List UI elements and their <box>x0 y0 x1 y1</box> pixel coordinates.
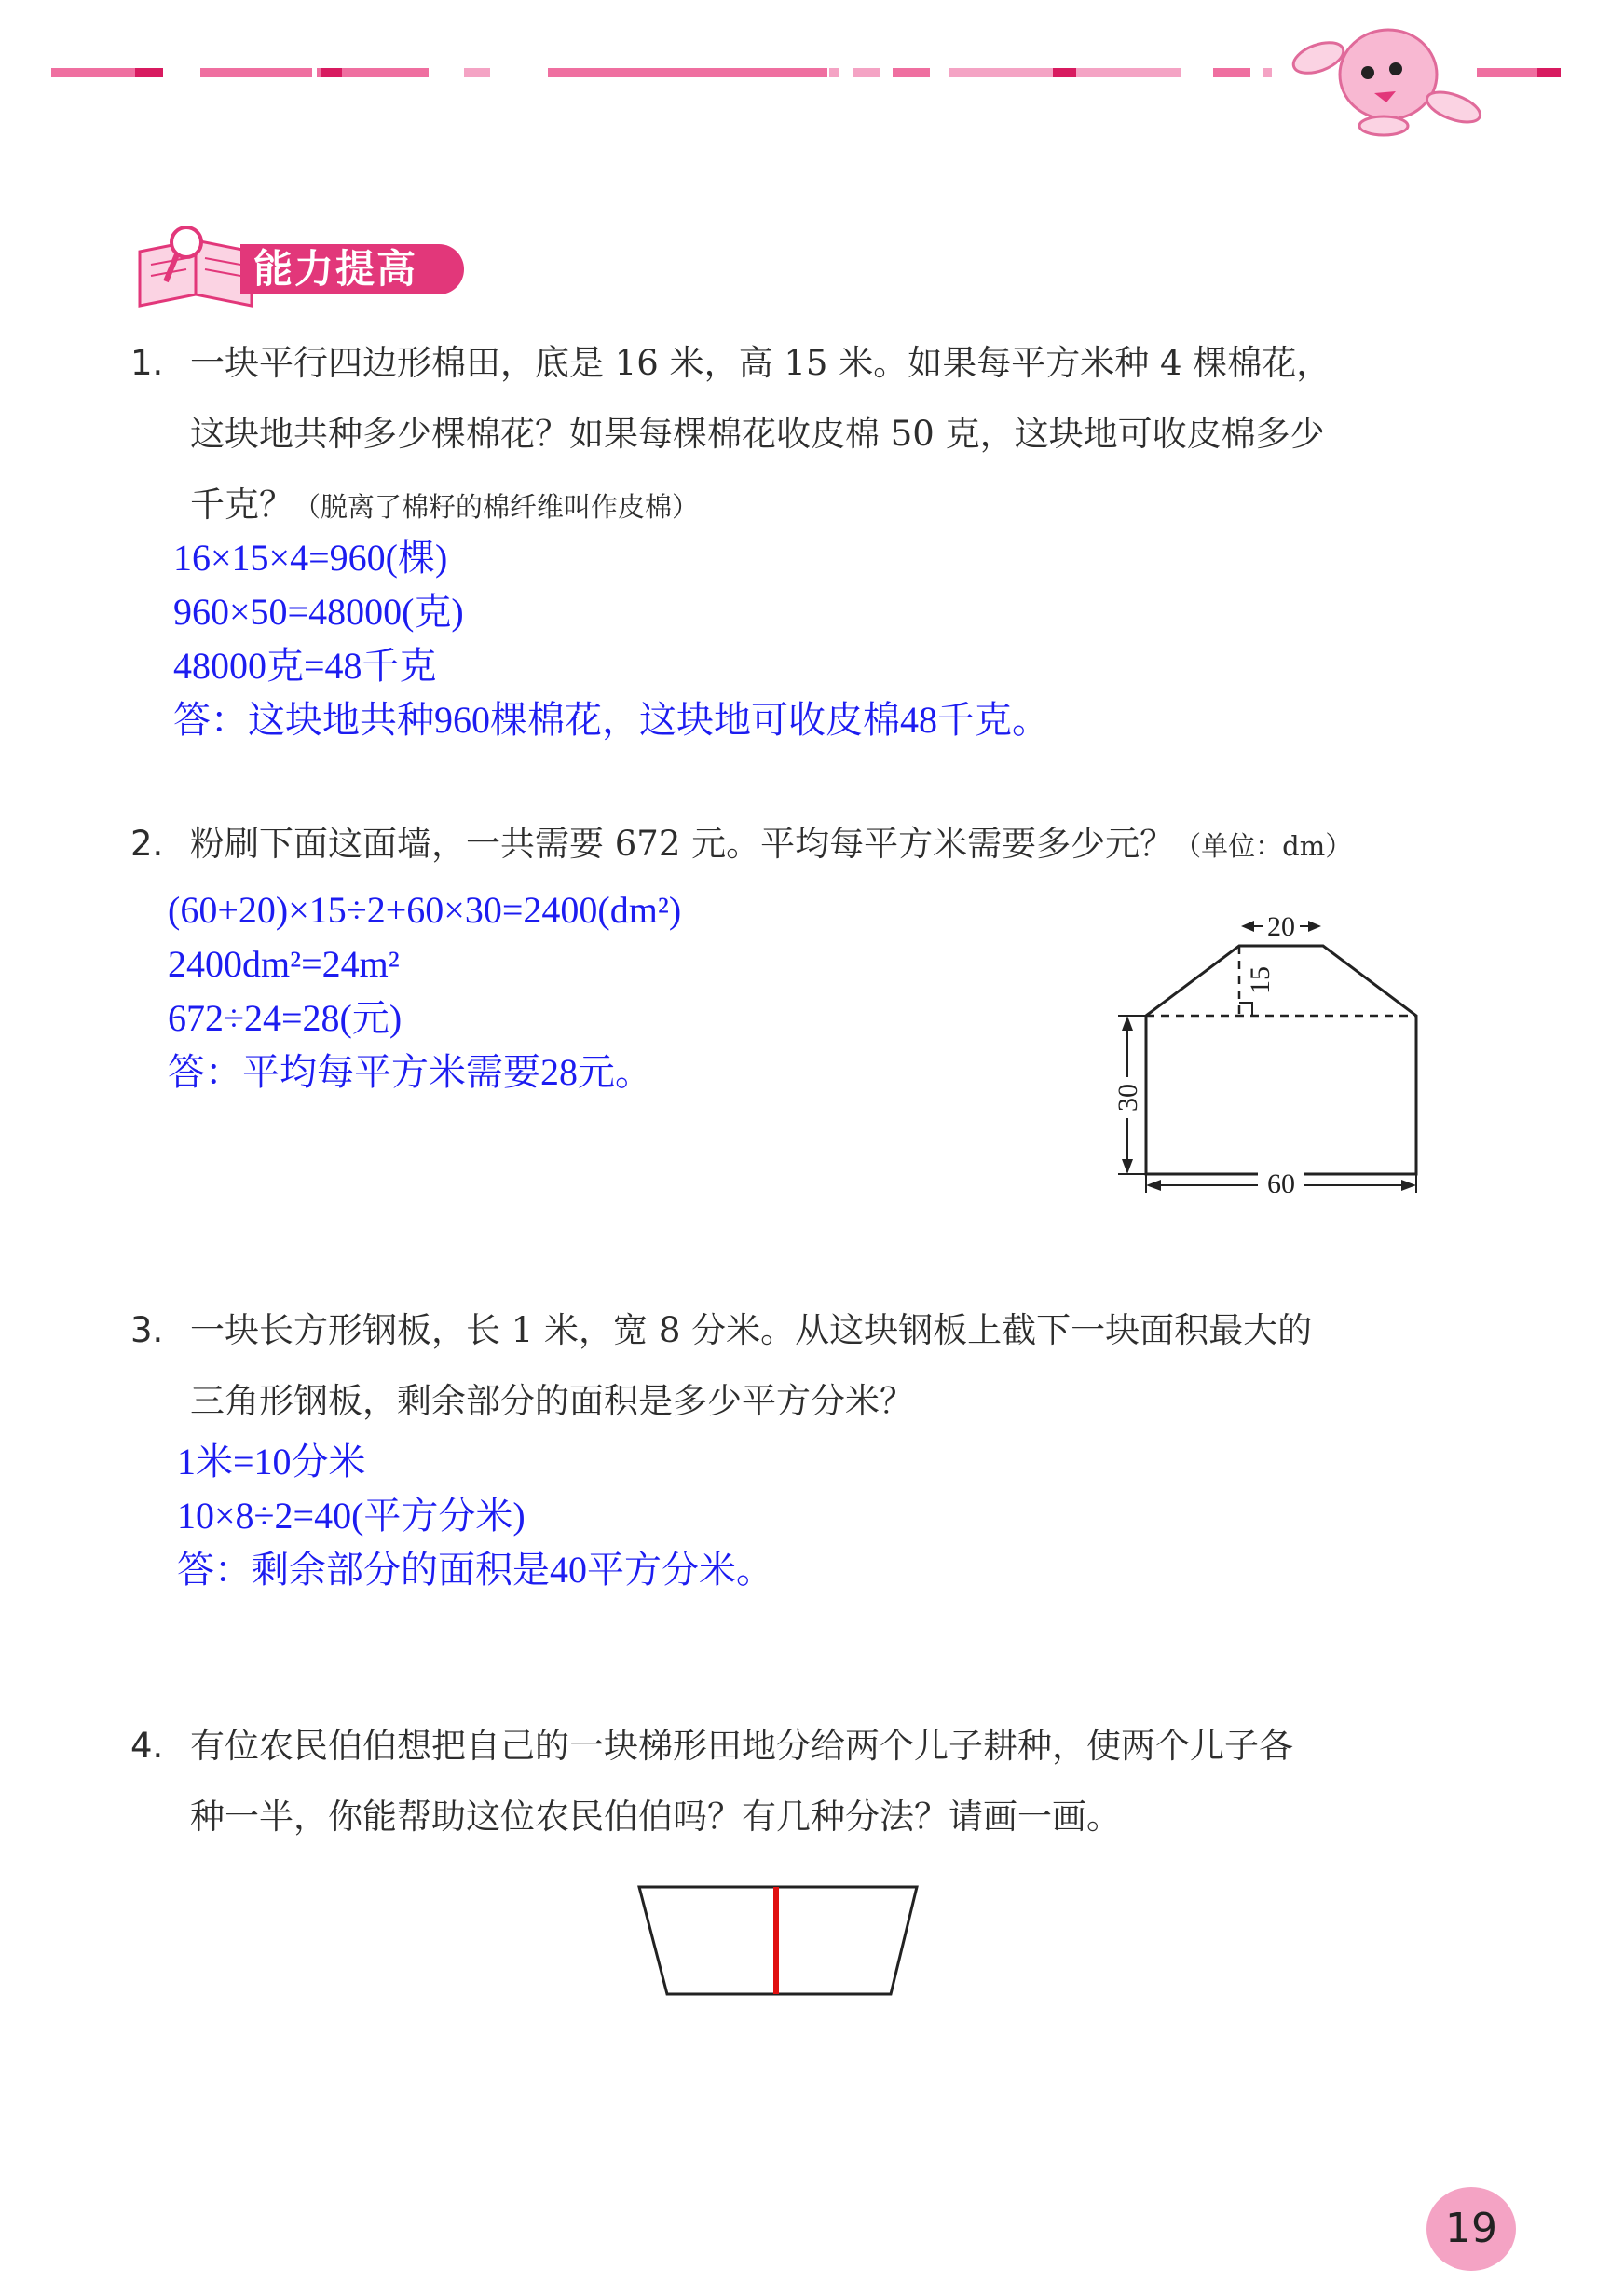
question-note: （脱离了棉籽的棉纤维叫作皮棉） <box>293 491 700 523</box>
question-number: 4. <box>130 1726 164 1766</box>
question-text: 这块地共种多少棵棉花？如果每棵棉花收皮棉 50 克，这块地可收皮棉多少 <box>190 414 1325 454</box>
question-text: 有位农民伯伯想把自己的一块梯形田地分给两个儿子耕种，使两个儿子各 <box>190 1726 1293 1766</box>
answer-line: 16×15×4=960(棵) <box>173 537 448 579</box>
wall-figure <box>1090 895 1444 1193</box>
answer-1 <box>173 531 1049 747</box>
answer-line: 48000克=48千克 <box>173 645 437 687</box>
question-number: 1. <box>130 343 164 383</box>
answer-line: 答：这块地共种960棵棉花，这块地可收皮棉48千克。 <box>173 699 1049 741</box>
dimension-label-side: 30 <box>1112 1084 1143 1112</box>
wall-outline <box>1146 946 1416 1174</box>
answer-line: 960×50=48000(克) <box>173 591 464 633</box>
question-1 <box>130 328 1331 542</box>
answer-line: 答：剩余部分的面积是40平方分米。 <box>177 1549 773 1591</box>
trapezoid-figure <box>624 1873 932 2022</box>
answer-line: 2400dm²=24m² <box>168 943 400 985</box>
question-number: 2. <box>130 824 164 864</box>
dimension-label-top: 20 <box>1267 911 1295 942</box>
answer-line: 答：平均每平方米需要28元。 <box>168 1051 652 1093</box>
dimension-label-height: 15 <box>1245 966 1276 994</box>
section-title: 能力提高 <box>240 244 464 294</box>
question-3 <box>130 1295 1312 1437</box>
answer-line: 672÷24=28(元) <box>168 997 403 1039</box>
answer-2 <box>168 883 681 1100</box>
question-number: 3. <box>130 1310 164 1350</box>
answer-line: 10×8÷2=40(平方分米) <box>177 1495 526 1537</box>
question-text: 粉刷下面这面墙，一共需要 672 元。平均每平方米需要多少元？ <box>190 824 1175 864</box>
dimension-label-bottom: 60 <box>1267 1168 1295 1193</box>
question-text: 千克？ <box>190 485 293 525</box>
question-text: 一块长方形钢板，长 1 米，宽 8 分米。从这块钢板上截下一块面积最大的 <box>190 1310 1313 1350</box>
question-text: 三角形钢板，剩余部分的面积是多少平方分米？ <box>190 1381 914 1421</box>
top-decorative-bar <box>0 0 1597 149</box>
bird-mascot-icon <box>1290 30 1484 135</box>
question-4 <box>130 1711 1293 1852</box>
answer-line: (60+20)×15÷2+60×30=2400(dm²) <box>168 889 682 931</box>
question-note: （单位：dm） <box>1174 830 1353 862</box>
answer-line: 1米=10分米 <box>177 1441 366 1483</box>
section-header <box>130 224 485 317</box>
answer-3 <box>177 1435 773 1597</box>
question-2 <box>130 809 1352 882</box>
question-text: 种一半，你能帮助这位农民伯伯吗？有几种分法？请画一画。 <box>190 1797 1121 1837</box>
right-angle-mark <box>1239 1003 1252 1016</box>
page-number: 19 <box>1426 2187 1516 2271</box>
question-text: 一块平行四边形棉田，底是 16 米，高 15 米。如果每平方米种 4 棵棉花， <box>190 343 1331 383</box>
